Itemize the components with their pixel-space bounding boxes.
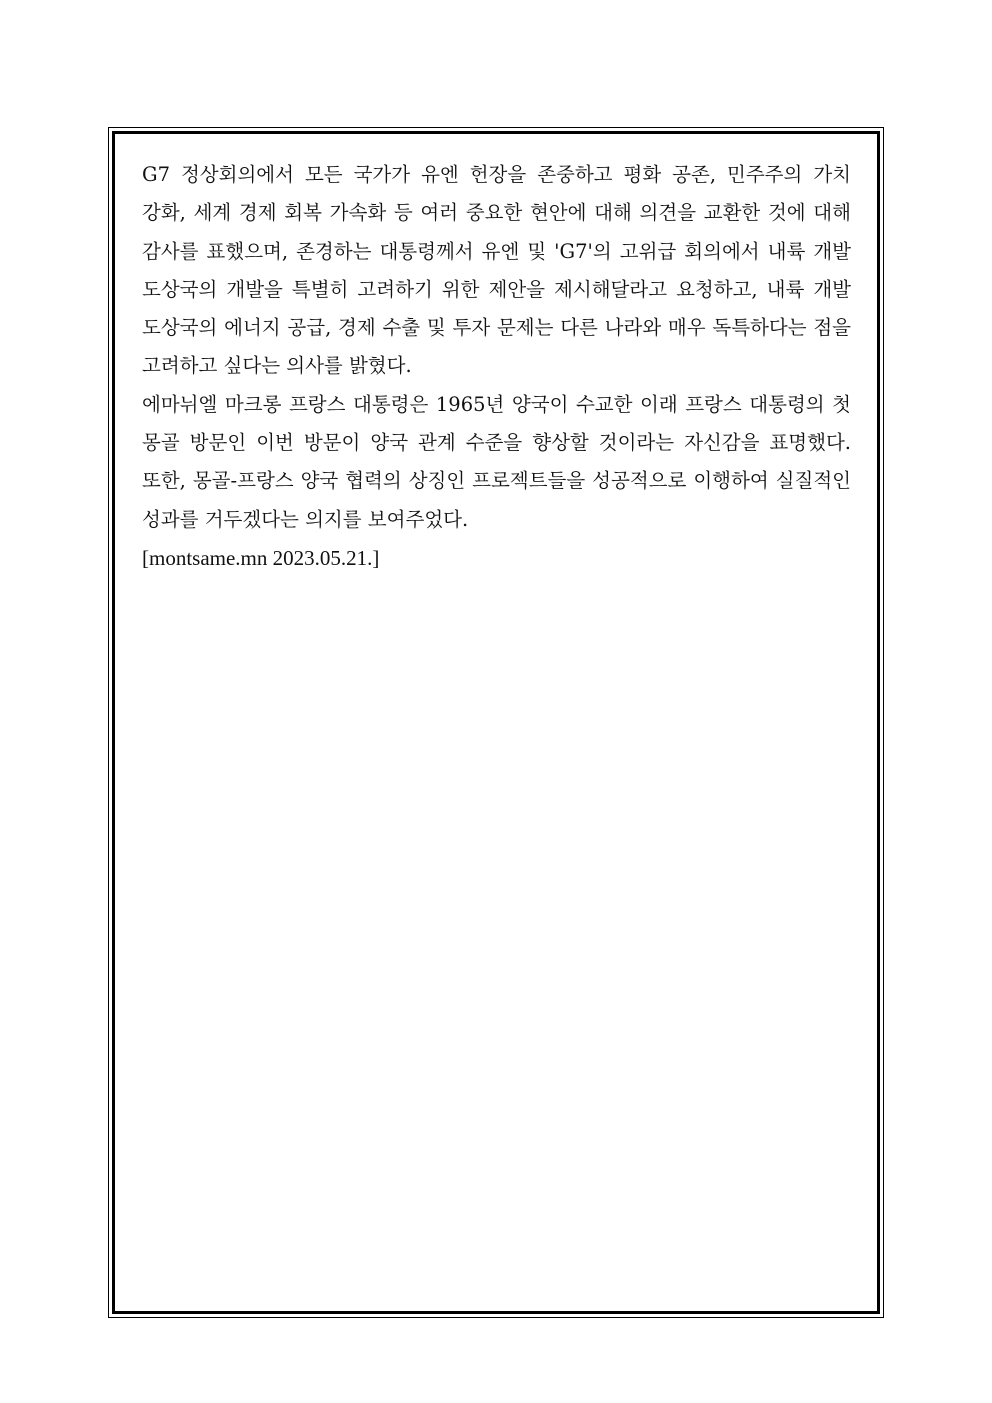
paragraph-g7-summit: G7 정상회의에서 모든 국가가 유엔 헌장을 존중하고 평화 공존, 민주주의 가치 강화, 세계 경제 회복 가속화 등 여러 중요한 현안에 대해 의견을 교환한 것에 대해 감사를 표했으며, 존경하는 대통령께서 유엔 및 'G7'의 고위급 회의에서 내륙 개발 도상국의 개발을 특별히 고려하기 위한 제안을 제시해달라고 요청하고, 내륙 개발 도상국의 에너지 공급, 경제 수출 및 투자 문제는 다른 나라와 매우 독특하다는 점을 고려하고 싶다는 의사를 밝혔다. (142, 163, 851, 378)
paragraph-macron-visit: 에마뉘엘 마크롱 프랑스 대통령은 1965년 양국이 수교한 이래 프랑스 대통령의 첫 몽골 방문인 이번 방문이 양국 관계 수준을 향상할 것이라는 자신감을 표명했다. 또한, 몽골-프랑스 양국 협력의 상징인 프로젝트들을 성공적으로 이행하여 실질적인 성과를 거두겠다는 의지를 보여주었다. (142, 392, 851, 531)
document-body (142, 156, 851, 577)
source-citation: [montsame.mn 2023.05.21.] (142, 545, 380, 570)
